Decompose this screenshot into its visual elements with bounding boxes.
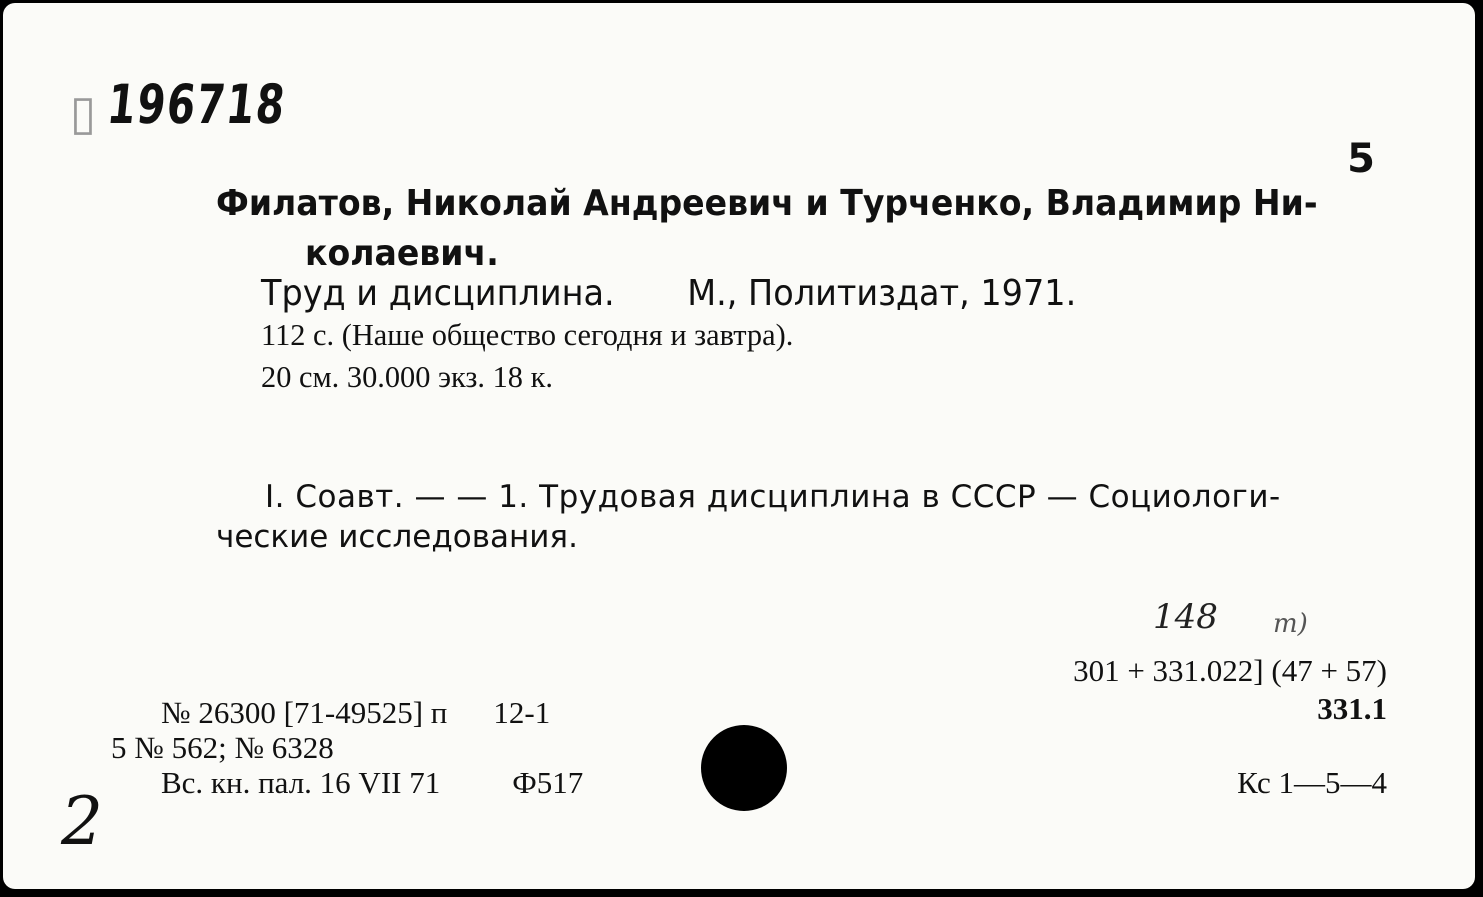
udc-index: 331.1	[1317, 691, 1387, 726]
handwritten-t: т)	[1273, 609, 1308, 639]
subjects-line-2: ческие исследования.	[216, 519, 578, 555]
title-line	[261, 273, 1076, 314]
record-code: 12-1	[493, 695, 551, 730]
stamp-mark: ▯	[69, 87, 97, 140]
punch-hole	[701, 725, 787, 811]
book-title: Труд и дисциплина.	[261, 273, 615, 314]
catalog-card	[3, 3, 1475, 889]
collation-line: 112 с. (Наше общество сегодня и завтра).	[261, 317, 794, 352]
author-line-2: колаевич.	[305, 233, 499, 274]
corner-number: 5	[1347, 136, 1375, 182]
secondary-number: 5 № 562; № 6328	[111, 730, 334, 765]
classification-index: 301 + 331.022] (47 + 57)	[1073, 653, 1387, 688]
ks-code: Кс 1—5—4	[1237, 765, 1387, 800]
size-run-price: 20 см. 30.000 экз. 18 к.	[261, 359, 553, 394]
handwritten-2: 2	[61, 783, 103, 860]
subjects-line-1: I. Соавт. — — 1. Трудовая дисциплина в СССР — Социологи-	[265, 479, 1281, 515]
chamber-note: Вс. кн. пал. 16 VII 71	[161, 765, 441, 800]
record-number: № 26300 [71-49525] п	[161, 695, 448, 730]
author-line-1: Филатов, Николай Андреевич и Турченко, Владимир Ни-	[216, 183, 1318, 224]
publication-info: М., Политиздат, 1971.	[687, 273, 1077, 314]
inventory-number: 196718	[104, 73, 290, 136]
bottom-line	[161, 765, 583, 801]
record-number-line	[161, 695, 550, 731]
format-code: Ф517	[512, 765, 584, 800]
handwritten-148: 148	[1153, 597, 1218, 637]
